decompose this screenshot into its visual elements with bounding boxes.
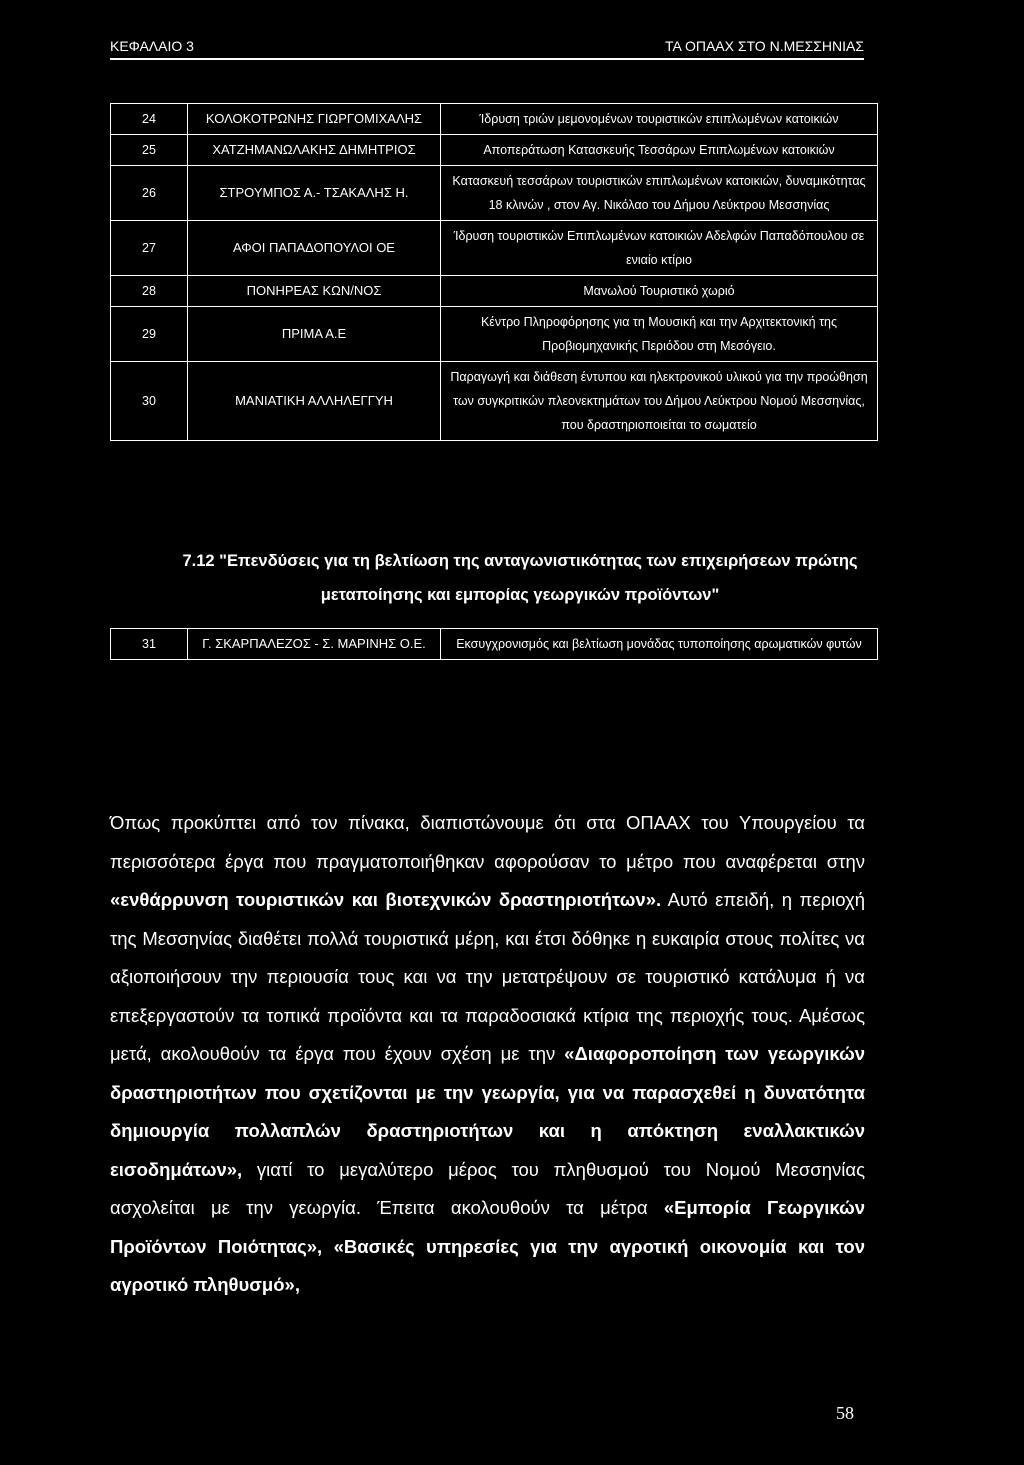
- chapter-label: ΚΕΦΑΛΑΙΟ 3: [110, 38, 194, 54]
- project-description: Αποπεράτωση Κατασκευής Τεσσάρων Επιπλωμένων κατοικιών: [441, 135, 878, 166]
- table-row: [111, 362, 878, 441]
- page-header: [110, 38, 864, 60]
- body-bold-3: «Εμπορία Γεωργικών Προϊόντων Ποιότητας», «Βασικές υπηρεσίες για την αγροτική οικονομία και τον αγροτικό πληθυσμό»,: [110, 1197, 866, 1295]
- row-number: 27: [111, 221, 188, 276]
- beneficiary-name: ΑΦΟΙ ΠΑΠΑΔΟΠΟΥΛΟΙ ΟΕ: [188, 221, 441, 276]
- table-row: [111, 307, 878, 362]
- beneficiary-name: Γ. ΣΚΑΡΠΑΛΕΖΟΣ - Σ. ΜΑΡΙΝΗΣ Ο.Ε.: [188, 629, 441, 660]
- beneficiary-name: ΠΡΙΜΑ Α.Ε: [188, 307, 441, 362]
- table-row: [111, 629, 878, 660]
- row-number: 29: [111, 307, 188, 362]
- beneficiary-name: ΜΑΝΙΑΤΙΚΗ ΑΛΛΗΛΕΓΓΥΗ: [188, 362, 441, 441]
- project-description: Ίδρυση τουριστικών Επιπλωμένων κατοικιών Αδελφών Παπαδόπουλου σε ενιαίο κτίριο: [441, 221, 878, 276]
- section-label: ΤΑ ΟΠΑΑΧ ΣΤΟ Ν.ΜΕΣΣΗΝΙΑΣ: [664, 38, 864, 54]
- body-text-2: Αυτό επειδή, η περιοχή της Μεσσηνίας διαθέτει πολλά τουριστικά μέρη, και έτσι δόθηκε η ευκαιρία στους πολίτες να αξιοποιήσουν την περιουσία τους και να την μετατρέψουν σε τουριστικό κατάλυμα ή να επεξεργαστούν τα τοπικά προϊόντα και τα παραδοσιακά κτίρια της περιοχής τους. Αμέσως μετά, ακολουθούν τα έργα που έχουν σχέση με την: [110, 889, 865, 1064]
- body-text-1: Όπως προκύπτει από τον πίνακα, διαπιστώνουμε ότι στα ΟΠΑΑΧ του Υπουργείου τα περισσότερα έργα που πραγματοποιήθηκαν αφορούσαν το μέτρο που αναφέρεται στην: [110, 812, 865, 872]
- table-row: [111, 276, 878, 307]
- row-number: 25: [111, 135, 188, 166]
- row-number: 28: [111, 276, 188, 307]
- project-description: Παραγωγή και διάθεση έντυπου και ηλεκτρονικού υλικού για την προώθηση των συγκριτικών πλεονεκτημάτων του Δήμου Λεύκτρου Νομού Μεσσηνίας, που δραστηριοποιείται το σωματείο: [441, 362, 878, 441]
- project-description: Εκσυγχρονισμός και βελτίωση μονάδας τυποποίησης αρωματικών φυτών: [441, 629, 878, 660]
- projects-table-2: [110, 628, 878, 660]
- table-row: [111, 166, 878, 221]
- project-description: Ίδρυση τριών μεμονομένων τουριστικών επιπλωμένων κατοικιών: [441, 104, 878, 135]
- beneficiary-name: ΚΟΛΟΚΟΤΡΩΝΗΣ ΓΙΩΡΓΟΜΙΧΑΛΗΣ: [188, 104, 441, 135]
- projects-table-1: [110, 103, 878, 441]
- row-number: 24: [111, 104, 188, 135]
- project-description: Μανωλού Τουριστικό χωριό: [441, 276, 878, 307]
- beneficiary-name: ΣΤΡΟΥΜΠΟΣ Α.- ΤΣΑΚΑΛΗΣ Η.: [188, 166, 441, 221]
- section-heading: 7.12 "Επενδύσεις για τη βελτίωση της ανταγωνιστικότητας των επιχειρήσεων πρώτης μεταποίησης και εμπορίας γεωργικών προϊόντων": [182, 552, 858, 604]
- body-bold-2: «Διαφοροποίηση των γεωργικών δραστηριοτήτων που σχετίζονται με την γεωργία, για να παρασχεθεί η δυνατότητα δημιουργία πολλαπλών δραστηριοτήτων και η απόκτηση εναλλακτικών εισοδημάτων»,: [110, 1043, 866, 1180]
- table-row: [111, 104, 878, 135]
- body-paragraph: [110, 804, 865, 1305]
- row-number: 30: [111, 362, 188, 441]
- beneficiary-name: ΧΑΤΖΗΜΑΝΩΛΑΚΗΣ ΔΗΜΗΤΡΙΟΣ: [188, 135, 441, 166]
- body-text-3: γιατί το μεγαλύτερο μέρος του πληθυσμού του Νομού Μεσσηνίας ασχολείται με την γεωργία. Έπειτα ακολουθούν τα μέτρα: [110, 1158, 865, 1218]
- row-number: 31: [111, 629, 188, 660]
- project-description: Κατασκευή τεσσάρων τουριστικών επιπλωμένων κατοικιών, δυναμικότητας 18 κλινών , στον Αγ. Νικόλαο του Δήμου Λεύκτρου Μεσσηνίας: [441, 166, 878, 221]
- body-bold-1: «ενθάρρυνση τουριστικών και βιοτεχνικών δραστηριοτήτων».: [110, 889, 662, 910]
- row-number: 26: [111, 166, 188, 221]
- beneficiary-name: ΠΟΝΗΡΕΑΣ ΚΩΝ/ΝΟΣ: [188, 276, 441, 307]
- table-row: [111, 221, 878, 276]
- table-row: [111, 135, 878, 166]
- project-description: Κέντρο Πληροφόρησης για τη Μουσική και την Αρχιτεκτονική της Προβιομηχανικής Περιόδου στη Μεσόγειο.: [441, 307, 878, 362]
- page-number: 58: [836, 1403, 854, 1423]
